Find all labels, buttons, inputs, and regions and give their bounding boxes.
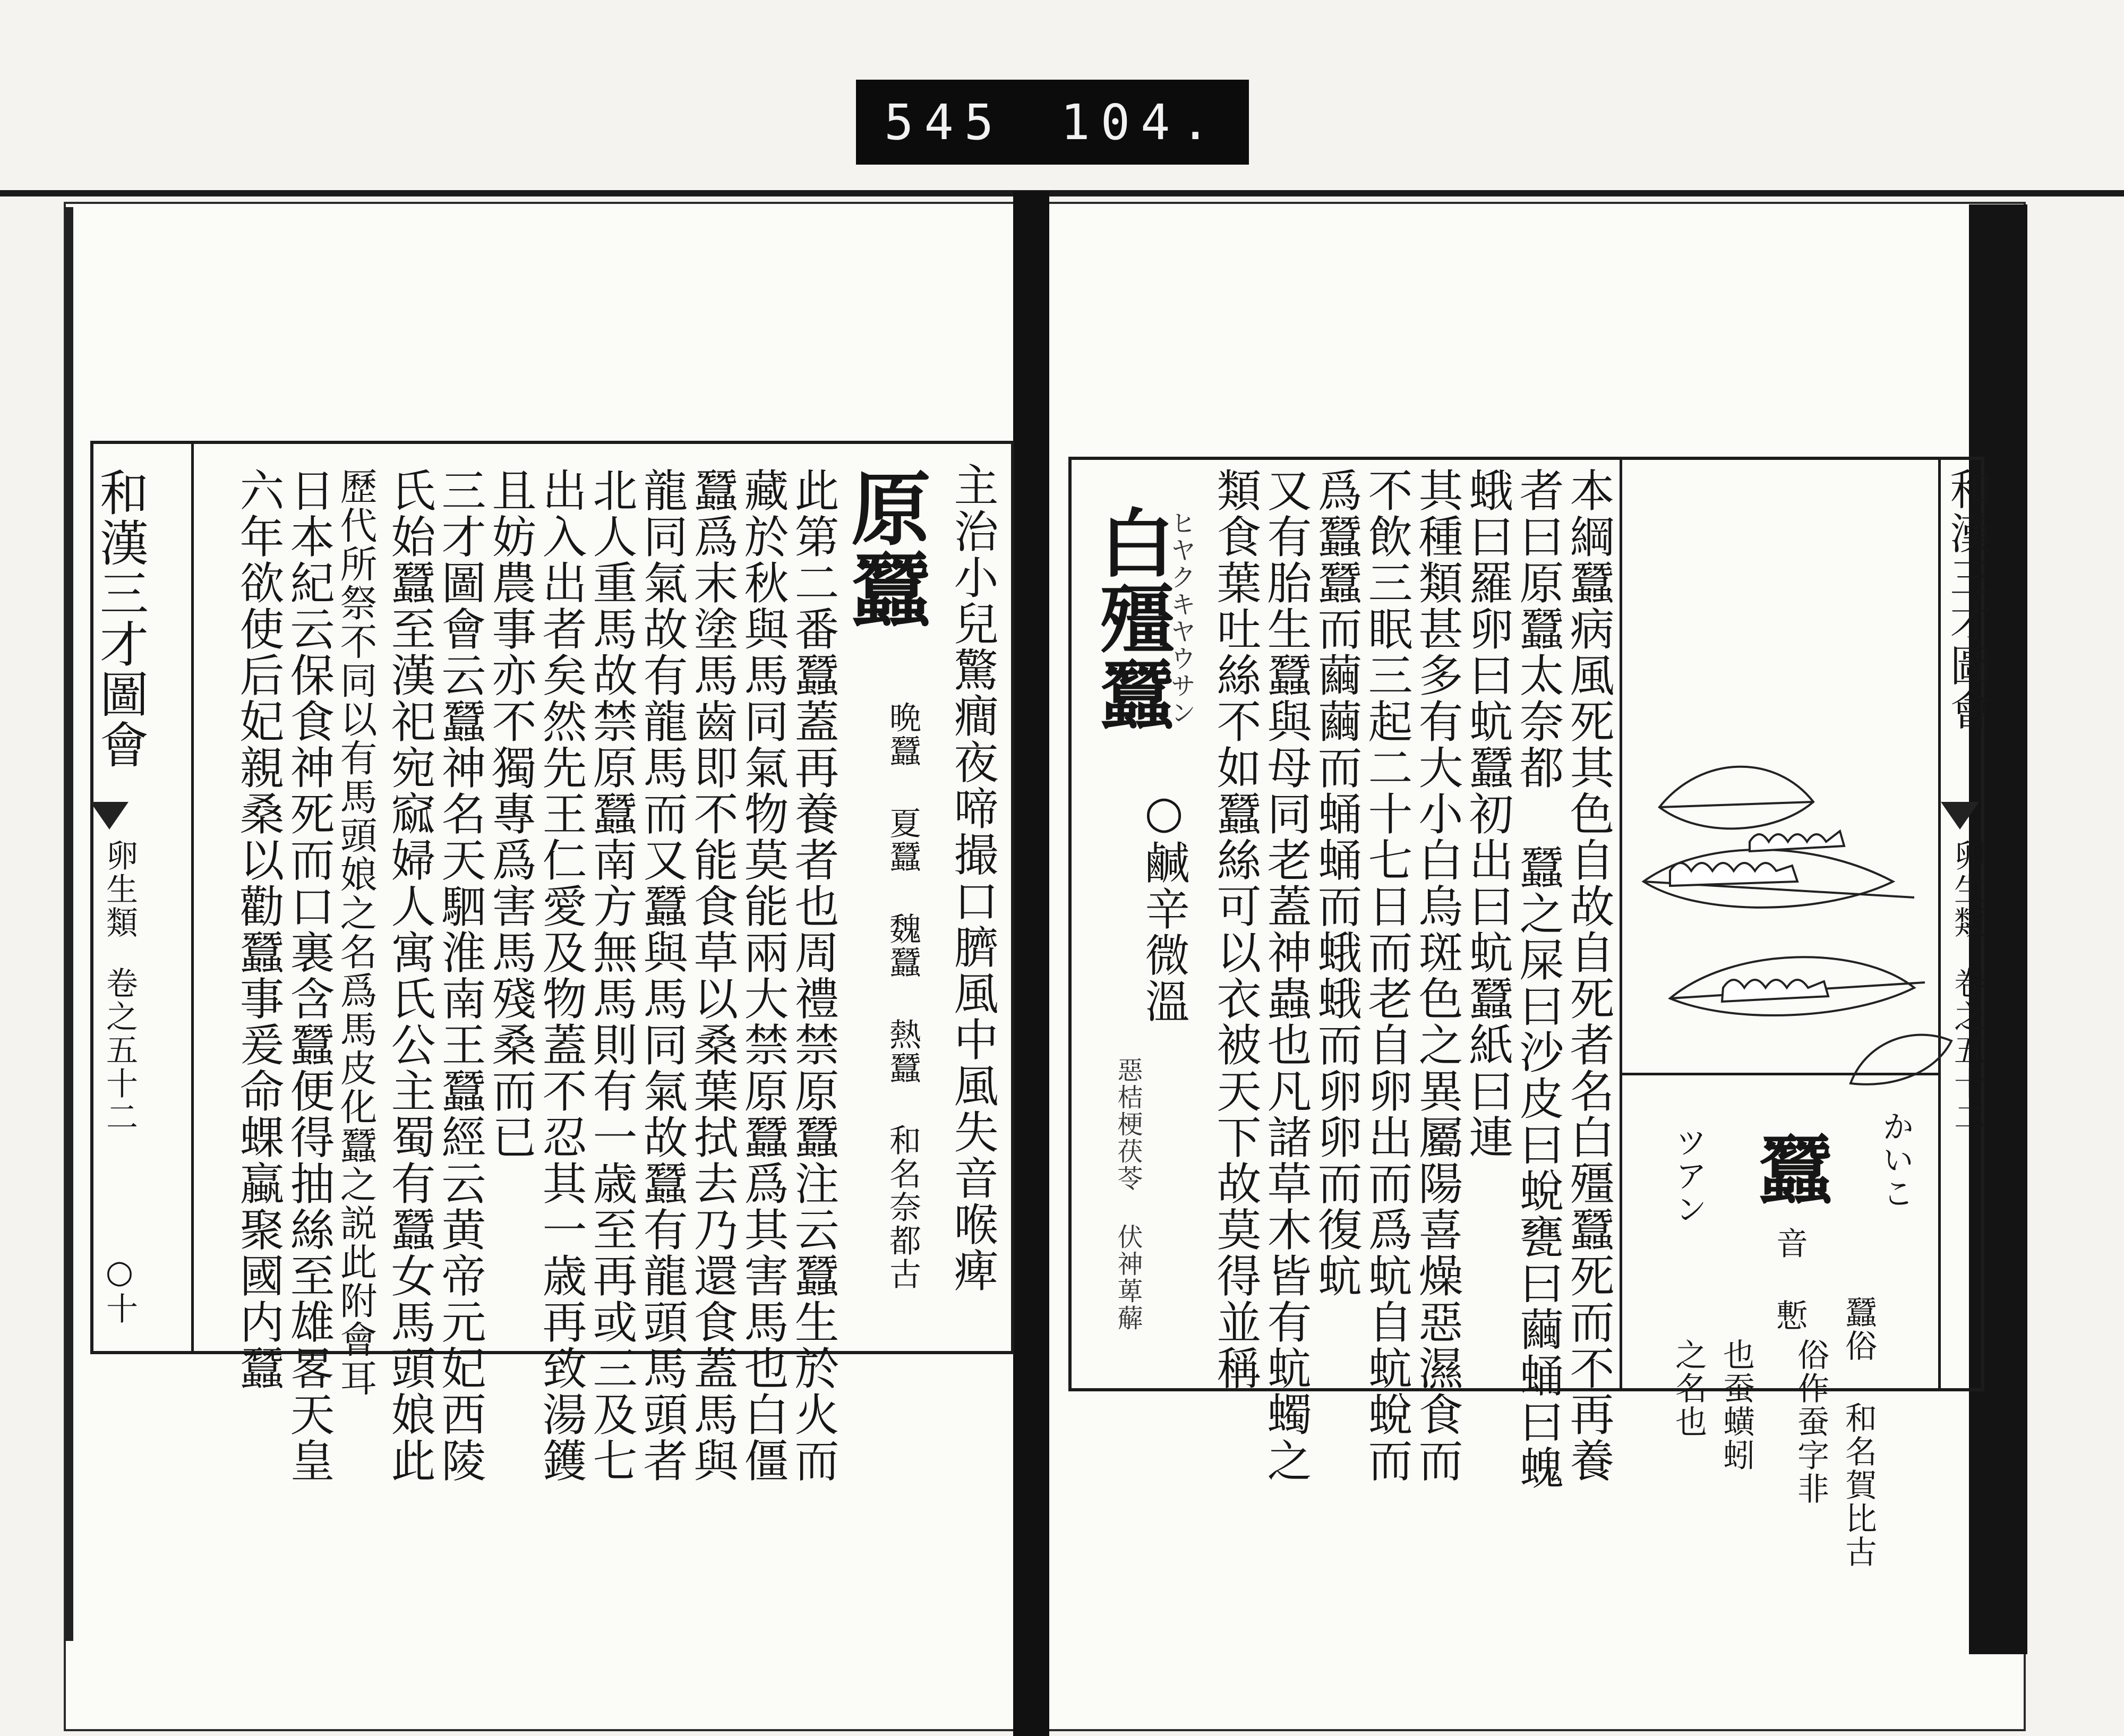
right-volume-label: 卷之五十二 bbox=[1949, 967, 1986, 1134]
entry-note-3: 也蚕蟥蚓 bbox=[1718, 1338, 1755, 1472]
fishtail-ornament-left bbox=[90, 802, 129, 829]
microfilm-label bbox=[856, 80, 1249, 165]
right-col-6: 又有胎生蠶與母同老蓋神蟲也凡諸草木皆有蚢蠋之 bbox=[1260, 467, 1312, 1484]
silkworm-on-mulberry-illustration bbox=[1638, 722, 1957, 1094]
left-volume-label: 卷之五十二 bbox=[101, 967, 138, 1134]
left-page-edge bbox=[65, 207, 73, 1641]
left-col-10: 三才圖會云蠶神名天駟淮南王蠶經云黄帝元妃西陵 bbox=[434, 467, 486, 1484]
right-running-title: 和漢三才圖會 bbox=[1943, 467, 1992, 732]
right-col-1: 者曰原蠶太奈都 蠶之屎曰沙皮曰蛻甕曰繭蛹曰螝 bbox=[1512, 467, 1564, 1491]
left-col-11: 氏始蠶至漢祀宛窳婦人寓氏公主蜀有蠶女馬頭娘此 bbox=[384, 467, 436, 1484]
left-section-label: 卵生類 bbox=[101, 839, 138, 939]
left-margin-rule bbox=[191, 441, 194, 1354]
left-aliases: 晩蠶 夏蠶 魏蠶 熱蠶 和名奈都古 bbox=[884, 701, 921, 1291]
left-col-7: 北人重馬故禁原蠶南方無馬則有一歳至再或三及七 bbox=[586, 467, 638, 1484]
right-col-3: 其種類甚多有大小白烏斑色之異屬陽喜燥惡濕食而 bbox=[1411, 467, 1463, 1484]
left-col-9: 且妨農事亦不獨專爲害馬殘桑而已 bbox=[485, 467, 537, 1160]
sub-entry-kana: ヒヤクキヤウサン bbox=[1166, 510, 1196, 726]
entry-note-1: 蠶俗 和名賀比古 bbox=[1840, 1296, 1877, 1569]
entry-note-4: 之名也 bbox=[1670, 1338, 1707, 1439]
entry-kana: かいこ bbox=[1877, 1110, 1914, 1210]
entry-note-2: 俗作蚕字非 bbox=[1792, 1338, 1829, 1506]
left-col-4: 藏於秋與馬同氣物莫能兩大禁原蠶爲其害馬也白僵 bbox=[737, 467, 789, 1484]
left-folio: ○十 bbox=[101, 1253, 138, 1325]
book-spine bbox=[1013, 191, 1049, 1736]
left-col-12: 歷代所祭不同以有馬頭娘之名爲馬皮化蠶之説此附會耳 bbox=[334, 467, 378, 1398]
film-number-left: 545 bbox=[884, 93, 1005, 151]
top-rule bbox=[0, 190, 2124, 196]
entry-reading: ツアン bbox=[1670, 1126, 1707, 1226]
right-col-0: 本綱蠶病風死其色自故自死者名白殭蠶死而不再養 bbox=[1563, 467, 1615, 1484]
left-col-14: 六年欲使后妃親桑以勸蠶事爰命蜾蠃聚國内蠶 bbox=[233, 467, 285, 1391]
right-col-5: 爲蠶蠶而繭繭而蛹蛹而蛾蛾而卵卵而復蚢 bbox=[1311, 467, 1363, 1299]
sub-entry-head: 白殭蠶 bbox=[1087, 504, 1175, 732]
left-entry-head: 原蠶 bbox=[837, 467, 931, 630]
right-entry-head: 蠶 bbox=[1746, 1131, 1833, 1207]
left-col-5: 蠶爲末塗馬齒即不能食草以桑葉拭去乃還食蓋馬與 bbox=[687, 467, 739, 1484]
right-col-4: 不飲三眠三起二十七日而老自卵出而爲蚢自蚢蛻而 bbox=[1361, 467, 1413, 1484]
right-col-2: 蛾曰羅卵曰蚢蠶初出曰蚢蠶紙曰連 bbox=[1462, 467, 1514, 1160]
left-col-3: 此第二番蠶蓋再養者也周禮禁原蠶注云蠶生於火而 bbox=[787, 467, 840, 1484]
left-col-6: 龍同氣故有龍馬而又蠶與馬同氣故蠶有龍頭馬頭者 bbox=[636, 467, 688, 1484]
sub-entry-note-2: 惡桔梗茯苓 伏神萆薢 bbox=[1113, 1057, 1143, 1332]
left-col-8: 出入出者矣然先王仁愛及物蓋不忍其一歳再致湯鑊 bbox=[535, 467, 587, 1484]
left-col-0: 主治小兒驚癎夜啼撮口臍風中風失音喉痺 bbox=[947, 462, 999, 1294]
sub-entry-note: ○鹹辛微溫 bbox=[1138, 786, 1190, 1024]
entry-sound: 音 慙 bbox=[1771, 1227, 1808, 1332]
right-col-7: 類食葉吐絲不如蠶絲可以衣被天下故莫得並稱 bbox=[1210, 467, 1262, 1391]
right-section-label: 卵生類 bbox=[1949, 839, 1986, 939]
film-number-right: 104. bbox=[1060, 93, 1221, 151]
left-col-13: 日本紀云保食神死而口裏含蠶便得抽絲至雄畧天皇 bbox=[283, 467, 335, 1484]
right-body-rule bbox=[1620, 457, 1622, 1391]
left-running-title: 和漢三才圖會 bbox=[92, 467, 149, 770]
